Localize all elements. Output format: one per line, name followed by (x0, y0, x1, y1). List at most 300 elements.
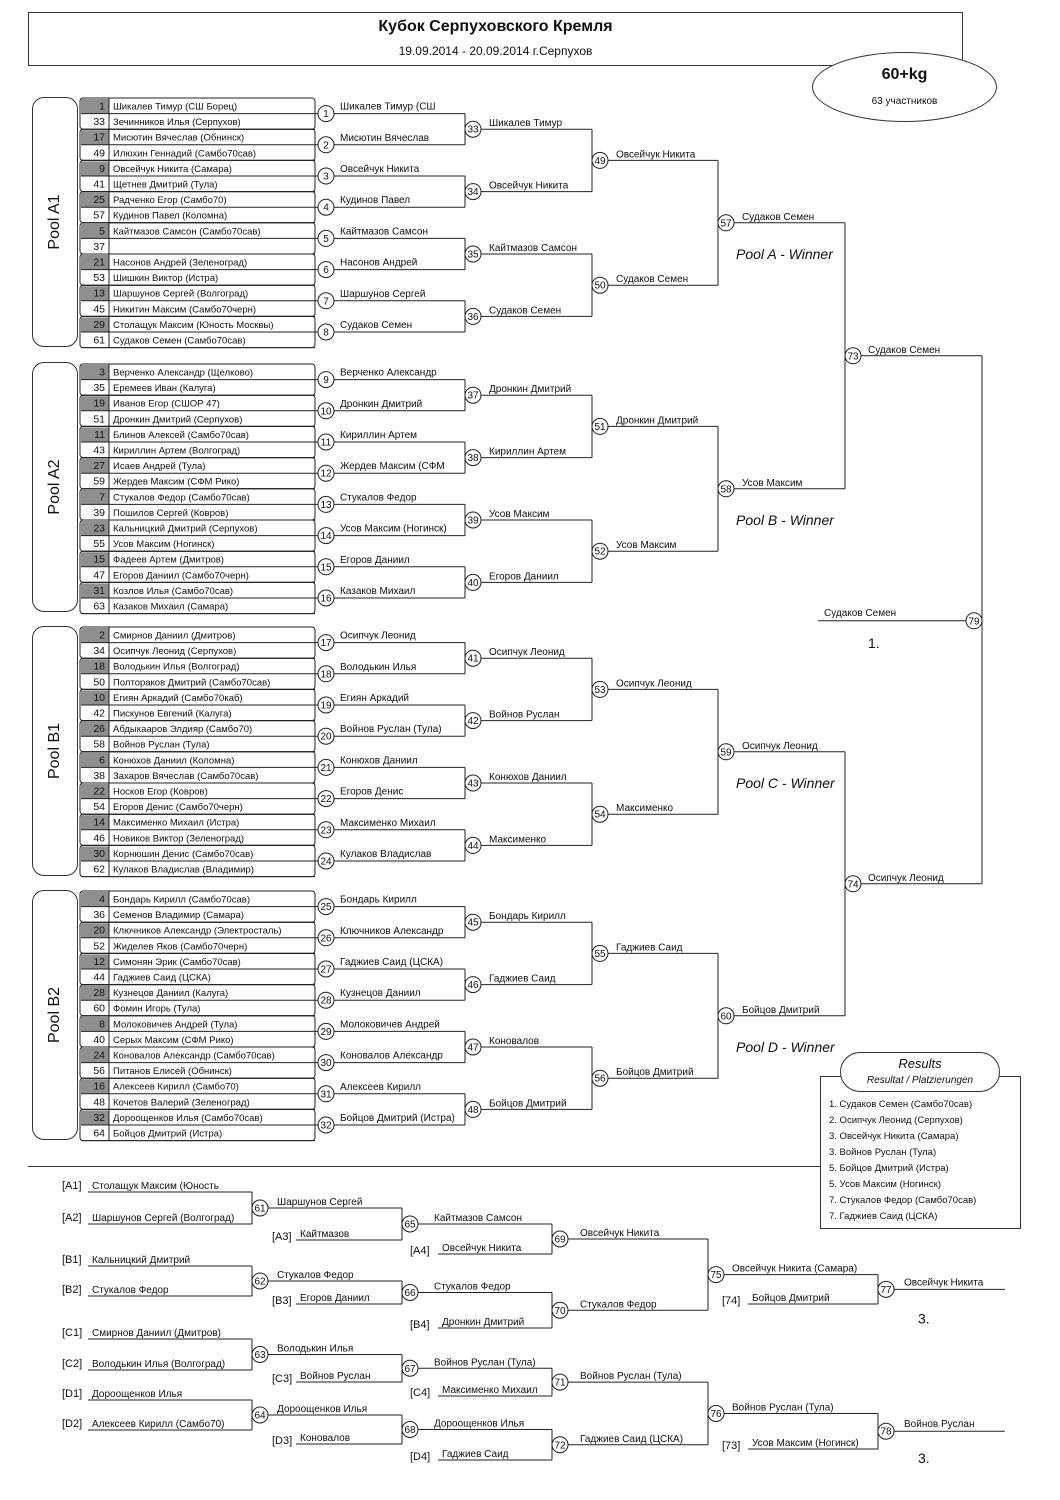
repechage-tag: [D3] (272, 1435, 293, 1447)
result-item: 7. Стукалов Федор (Самбо70сав) (829, 1195, 977, 1206)
entry-name: Дронкин Дмитрий (Серпухов) (113, 414, 243, 426)
bout-winner: Бойцов Дмитрий (616, 1067, 694, 1079)
bout-winner: Осипчук Леонид (616, 678, 692, 690)
pool-winner-label: Pool B - Winner (736, 511, 834, 528)
bout-number: 66 (404, 1288, 416, 1299)
pool-label: Pool B2 (46, 986, 63, 1044)
bout-winner: Володькин Илья (277, 1343, 354, 1355)
bout-number: 74 (847, 879, 859, 891)
entry-seed: 58 (93, 738, 105, 751)
entry-name: Ключников Александр (Электросталь) (113, 925, 282, 937)
entry-seed: 26 (93, 723, 105, 736)
repechage-entry: Шаршунов Сергей (Волгоград) (92, 1213, 235, 1224)
entry-name: Егиян Аркадий (Самбо70каб) (113, 692, 243, 704)
bout-number: 50 (594, 280, 606, 292)
bout-number: 49 (594, 155, 606, 167)
bout-winner: Овсейчук Никита (340, 164, 420, 175)
entry-name: Захаров Вячеслав (Самбо70сав) (113, 770, 259, 782)
bout-winner: Кириллин Артем (340, 430, 418, 441)
bout-number: 31 (320, 1089, 332, 1101)
bout-number: 16 (320, 593, 332, 605)
bout-winner: Судаков Семен (616, 274, 689, 286)
bout-number: 9 (323, 375, 329, 387)
repechage-tag: [C3] (272, 1373, 293, 1385)
entry-name: Гаджиев Саид (ЦСКА) (113, 972, 211, 984)
entry-seed: 16 (93, 1080, 105, 1093)
entry-name: Корнюшин Денис (Самбо70сав) (113, 848, 254, 860)
entry-name: Бондарь Кирилл (Самбо70сав) (113, 894, 250, 906)
repechage-tag: [B4] (410, 1319, 430, 1331)
results-panel (820, 1076, 1021, 1229)
entry-name: Козлов Илья (Самбо70сав) (113, 585, 234, 597)
bout-number: 13 (320, 499, 332, 511)
bout-number: 52 (594, 546, 606, 558)
bout-winner: Дронкин Дмитрий (340, 398, 423, 410)
bout-winner: Кулаков Владислав (340, 849, 432, 860)
bout-number: 57 (720, 218, 732, 230)
entry-seed: 34 (93, 645, 105, 658)
bout-winner: Усов Максим (Ногинск) (340, 523, 447, 535)
bout-number: 18 (320, 669, 332, 681)
entry-name: Зечинников Илья (Серпухов) (113, 117, 241, 129)
entry-name: Кочетов Валерий (Зеленоград) (113, 1097, 250, 1109)
repechage-tag: [B3] (272, 1295, 292, 1307)
entry-seed: 19 (93, 397, 105, 410)
bout-number: 34 (467, 187, 479, 199)
bout-number: 58 (720, 484, 732, 496)
bout-number: 72 (554, 1440, 566, 1452)
bout-number: 23 (320, 825, 332, 837)
bout-winner: Кайтмазов Самсон (434, 1213, 522, 1224)
repechage-tag: [D4] (410, 1451, 431, 1463)
bout-winner: Коновалов Александр (340, 1050, 443, 1062)
pool-winner-label: Pool C - Winner (736, 774, 835, 791)
bout-number: 24 (320, 856, 332, 868)
entry-seed: 48 (93, 1096, 105, 1109)
bout-number: 63 (254, 1350, 266, 1361)
bout-number: 56 (594, 1073, 606, 1085)
entry-name: Коновалов Александр (Самбо70сав) (113, 1050, 275, 1062)
entry-seed: 50 (93, 676, 105, 689)
entry-name: Алексеев Кирилл (Самбо70) (113, 1081, 239, 1093)
entry-name: Стукалов Федор (Самбо70сав) (113, 492, 250, 504)
bout-winner: Егоров Даниил (340, 554, 410, 566)
bout-winner: Судаков Семен (489, 305, 562, 317)
entry-seed: 9 (99, 162, 105, 175)
bout-number: 5 (323, 233, 329, 245)
entry-seed: 64 (93, 1127, 105, 1140)
entry-name: Фадеев Артем (Дмитров) (113, 554, 224, 566)
entry-seed: 46 (93, 832, 105, 845)
entry-seed: 54 (93, 801, 105, 814)
entry-seed: 57 (93, 209, 105, 222)
entry-seed: 6 (99, 754, 105, 767)
repechage-tag: [74] (722, 1295, 741, 1307)
bout-number: 26 (320, 933, 332, 945)
repechage-feed: Егоров Даниил (300, 1293, 370, 1304)
bout-winner: Овсейчук Никита (Самара) (732, 1263, 858, 1275)
entry-seed: 15 (93, 553, 105, 566)
entry-seed: 59 (93, 475, 105, 488)
repechage-feed: Коновалов (300, 1433, 351, 1444)
repechage-entry: Смирнов Даниил (Дмитров) (92, 1328, 221, 1339)
bout-number: 32 (320, 1120, 332, 1132)
entry-seed: 42 (93, 707, 105, 720)
bout-winner: Овсейчук Никита (616, 149, 696, 161)
entry-name: Овсейчук Никита (Самара) (113, 163, 232, 175)
bout-winner: Жердев Максим (СФМ (340, 461, 445, 473)
bout-winner: Кайтмазов Самсон (489, 243, 577, 254)
entry-name: Радченко Егор (Самбо70) (113, 195, 227, 207)
repechage-entry: Алексеев Кирилл (Самбо70) (92, 1419, 225, 1430)
entry-name: Кузнецов Даниил (Калуга) (113, 988, 229, 1000)
bout-winner: Максименко (616, 803, 674, 815)
entry-seed: 7 (99, 491, 105, 504)
entry-seed: 22 (93, 785, 105, 798)
bout-winner: Усов Максим (489, 509, 550, 520)
entry-seed: 41 (93, 178, 105, 191)
bout-number: 62 (254, 1276, 266, 1288)
repechage-feed: Усов Максим (Ногинск) (752, 1438, 859, 1449)
bout-number: 47 (467, 1042, 479, 1054)
bout-number: 60 (720, 1011, 732, 1023)
repechage-tag: [A2] (62, 1212, 82, 1224)
bout-winner: Войнов Руслан (Тула) (434, 1357, 536, 1369)
entry-seed: 11 (94, 428, 105, 441)
entry-seed: 5 (99, 225, 105, 238)
bout-number: 37 (467, 390, 479, 402)
repechage-tag: [C2] (62, 1358, 83, 1370)
bout-number: 46 (467, 980, 479, 992)
bout-winner: Осипчук Леонид (742, 740, 818, 752)
entry-seed: 43 (93, 444, 105, 457)
entry-seed: 23 (93, 522, 105, 535)
entry-seed: 53 (93, 272, 105, 285)
repechage-entry: Кальницкий Дмитрий (92, 1255, 191, 1266)
entry-seed: 63 (93, 600, 105, 613)
entry-seed: 45 (93, 303, 105, 316)
final-winner: Судаков Семен (824, 607, 897, 619)
entry-name: Усов Максим (Ногинск) (113, 539, 215, 551)
bout-winner: Кузнецов Даниил (340, 988, 421, 1000)
bout-number: 8 (323, 327, 329, 339)
bout-winner: Кириллин Артем (489, 446, 567, 458)
bout-number: 33 (467, 124, 479, 136)
entry-seed: 52 (93, 940, 105, 953)
bout-number: 71 (554, 1377, 566, 1389)
bout-winner: Стукалов Федор (580, 1299, 657, 1311)
entry-name: Иванов Егор (СШОР 47) (113, 398, 220, 410)
repechage-tag: [B2] (62, 1284, 82, 1296)
bout-number: 43 (467, 778, 479, 790)
bout-number: 15 (320, 562, 332, 574)
entry-seed: 24 (93, 1049, 105, 1062)
entry-seed: 30 (93, 847, 105, 860)
bout-winner: Бойцов Дмитрий (489, 1098, 567, 1110)
bronze-place: 3. (918, 1310, 930, 1327)
result-item: 3. Овсейчук Никита (Самара) (829, 1131, 959, 1142)
entry-name: Кальницкий Дмитрий (Серпухов) (113, 523, 258, 535)
entry-seed: 18 (93, 660, 105, 673)
entry-seed: 33 (93, 116, 105, 129)
bout-number: 27 (320, 964, 332, 976)
entry-seed: 37 (93, 240, 105, 253)
bout-number: 19 (320, 700, 332, 712)
entry-name: Блинов Алексей (Самбо70сав) (113, 429, 249, 441)
bout-number: 22 (320, 794, 332, 806)
bout-winner: Мисютин Вячеслав (340, 132, 430, 144)
bout-number: 4 (323, 202, 329, 214)
bout-winner: Верченко Александр (340, 367, 437, 379)
entry-name: Серых Максим (СФМ Рико) (113, 1034, 234, 1046)
results-title: Results (898, 1056, 942, 1071)
entry-name: Кулаков Владислав (Владимир) (113, 864, 254, 876)
repechage-entry: Столащук Максим (Юность (92, 1181, 219, 1192)
entry-name: Носков Егор (Ковров) (113, 786, 208, 798)
bout-winner: Войнов Руслан (Тула) (340, 724, 442, 736)
bout-winner: Насонов Андрей (340, 257, 418, 269)
weight-category: 60+kg (881, 66, 928, 83)
entry-name: Казаков Михаил (Самара) (113, 601, 229, 613)
results-subtitle: Resultat / Platzierungen (866, 1075, 974, 1086)
entry-seed: 39 (93, 506, 105, 519)
entry-name: Семенов Владимир (Самара) (113, 910, 244, 922)
bout-winner: Стукалов Федор (434, 1281, 511, 1293)
entry-name: Смирнов Даниил (Дмитров) (113, 630, 236, 642)
entry-name: Войнов Руслан (Тула) (113, 739, 210, 751)
bout-number: 17 (320, 638, 332, 650)
bout-winner: Гаджиев Саид (ЦСКА) (580, 1433, 684, 1445)
bout-number: 45 (467, 917, 479, 929)
bout-winner: Конюхов Даниил (340, 755, 418, 767)
entry-name: Мисютин Вячеслав (Обнинск) (113, 132, 245, 144)
repechage-tag: [B1] (62, 1254, 82, 1266)
bout-winner: Егиян Аркадий (340, 693, 410, 704)
bout-winner: Усов Максим (742, 477, 803, 489)
bout-number: 35 (467, 249, 479, 261)
bout-number: 65 (404, 1219, 416, 1231)
bout-winner: Войнов Руслан (Тула) (580, 1371, 682, 1383)
results-tab (840, 1052, 1000, 1092)
result-item: 5. Усов Максим (Ногинск) (829, 1179, 941, 1190)
bout-number: 21 (320, 762, 332, 774)
bout-winner: Дороощенков Илья (434, 1418, 525, 1430)
entry-seed: 25 (93, 194, 105, 207)
bout-winner: Дороощенков Илья (277, 1404, 368, 1415)
bout-number: 28 (320, 995, 332, 1007)
entry-name: Фомин Игорь (Тула) (113, 1003, 201, 1015)
bout-number: 78 (880, 1426, 892, 1438)
bout-winner: Осипчук Леонид (489, 647, 565, 659)
result-item: 3. Войнов Руслан (Тула) (829, 1147, 937, 1158)
participant-count: 63 участников (871, 96, 938, 107)
entry-seed: 44 (93, 971, 105, 984)
bout-number: 36 (467, 311, 479, 323)
bout-number: 30 (320, 1058, 332, 1070)
entry-seed: 40 (93, 1033, 105, 1046)
entry-seed: 36 (93, 909, 105, 922)
entry-seed: 32 (93, 1111, 105, 1124)
repechage-feed: Гаджиев Саид (442, 1449, 509, 1460)
entry-name: Судаков Семен (Самбо70сав) (113, 335, 246, 347)
entry-name: Илюхин Геннадий (Самбо70сав) (113, 148, 257, 160)
bout-number: 77 (880, 1284, 892, 1296)
pool-label: Pool A2 (46, 459, 63, 515)
bout-winner: Овсейчук Никита (580, 1228, 660, 1239)
entry-seed: 60 (93, 1002, 105, 1015)
entry-seed: 3 (99, 366, 105, 379)
bout-winner: Войнов Руслан (Тула) (732, 1402, 834, 1414)
bout-winner: Осипчук Леонид (340, 630, 416, 642)
entry-name: Кудинов Павел (Коломна) (113, 210, 228, 222)
repechage-feed: Дронкин Дмитрий (442, 1317, 525, 1328)
repechage-tag: [A1] (62, 1180, 82, 1192)
entry-name: Шишкин Виктор (Истра) (113, 273, 219, 285)
bout-number: 40 (467, 577, 479, 589)
bout-number: 55 (594, 948, 606, 960)
bout-number: 38 (467, 453, 479, 465)
bout-number: 70 (554, 1305, 566, 1317)
bout-winner: Бондарь Кирилл (340, 894, 417, 906)
bout-number: 67 (404, 1363, 416, 1375)
bout-winner: Дронкин Дмитрий (489, 384, 572, 396)
bronze-winner: Овсейчук Никита (904, 1277, 984, 1289)
bout-number: 29 (320, 1026, 332, 1038)
bout-winner: Шаршунов Сергей (340, 288, 426, 300)
bout-number: 75 (710, 1270, 722, 1282)
entry-name: Симонян Эрик (Самбо70сав) (113, 956, 241, 968)
bout-winner: Максименко (489, 834, 547, 846)
bout-winner: Шикалев Тимур (489, 118, 563, 130)
entry-seed: 14 (93, 816, 105, 829)
entry-name: Егоров Денис (Самбо70черн) (113, 802, 243, 814)
result-item: 2. Осипчук Леонид (Серпухов) (829, 1115, 963, 1126)
entry-seed: 51 (93, 413, 105, 426)
repechage-entry: Володькин Илья (Волгоград) (92, 1359, 226, 1370)
entry-seed: 13 (93, 287, 105, 300)
bout-number: 39 (467, 515, 479, 527)
bout-winner: Егоров Денис (340, 786, 404, 798)
result-item: 1. Судаков Семен (Самбо70сав) (829, 1099, 973, 1110)
bout-number: 1 (323, 109, 329, 121)
bout-winner: Судаков Семен (868, 344, 941, 356)
entry-name: Максименко Михаил (Истра) (113, 817, 240, 829)
bout-winner: Молоковичев Андрей (340, 1019, 440, 1031)
entry-seed: 4 (99, 893, 105, 906)
entry-name: Володькин Илья (Волгоград) (113, 661, 240, 673)
bout-number: 79 (968, 616, 980, 628)
entry-seed: 38 (93, 769, 105, 782)
pool-winner-label: Pool D - Winner (736, 1038, 835, 1055)
entry-seed: 8 (99, 1018, 105, 1031)
event-title: Кубок Серпуховского Кремля (378, 18, 613, 35)
bout-number: 42 (467, 716, 479, 728)
bout-winner: Бойцов Дмитрий (742, 1004, 820, 1016)
entry-seed: 35 (93, 382, 105, 395)
bout-winner: Судаков Семен (340, 320, 413, 331)
repechage-tag: [C4] (410, 1387, 431, 1399)
bout-winner: Войнов Руслан (489, 709, 560, 721)
bout-number: 64 (254, 1410, 266, 1422)
entry-name: Жиделев Яков (Самбо70черн) (113, 941, 248, 953)
bout-winner: Конюхов Даниил (489, 772, 567, 783)
final-place: 1. (868, 634, 880, 651)
entry-name: Щетнев Дмитрий (Тула) (113, 179, 218, 191)
entry-name: Кайтмазов Самсон (Самбо70сав) (113, 226, 261, 238)
entry-name: Исаев Андрей (Тула) (113, 461, 206, 473)
entry-name: Полтораков Дмитрий (Самбо70сав) (113, 677, 271, 689)
bout-winner: Осипчук Леонид (868, 872, 944, 884)
repechage-entry: Стукалов Федор (92, 1285, 169, 1296)
bout-winner: Гаджиев Саид (ЦСКА) (340, 957, 444, 968)
repechage-tag: [A4] (410, 1245, 430, 1257)
repechage-tag: [A3] (272, 1231, 292, 1243)
bout-winner: Бойцов Дмитрий (Истра) (340, 1113, 455, 1124)
bout-winner: Володькин Илья (340, 661, 417, 673)
entry-name: Верченко Александр (Щелково) (113, 367, 254, 379)
bout-number: 11 (320, 437, 332, 449)
bout-number: 53 (594, 684, 606, 696)
bout-winner: Дронкин Дмитрий (616, 415, 699, 427)
repechage-feed: Войнов Руслан (300, 1371, 371, 1382)
bout-winner: Стукалов Федор (340, 492, 417, 504)
bout-winner: Усов Максим (616, 540, 677, 552)
entry-seed: 2 (99, 629, 105, 642)
bout-winner: Кайтмазов Самсон (340, 226, 428, 238)
bout-winner: Гаджиев Саид (489, 973, 556, 985)
entry-name: Молоковичев Андрей (Тула) (113, 1019, 238, 1031)
entry-name: Еремеев Иван (Калуга) (113, 383, 216, 395)
entry-seed: 21 (93, 256, 105, 269)
entry-name: Пошилов Сергей (Ковров) (113, 507, 229, 519)
entry-name: Абдыкааров Элдияр (Самбо70) (113, 724, 253, 736)
result-item: 7. Гаджиев Саид (ЦСКА) (829, 1211, 938, 1222)
bout-winner: Овсейчук Никита (489, 180, 569, 192)
bout-number: 3 (323, 171, 329, 183)
repechage-feed: Кайтмазов (300, 1229, 350, 1240)
entry-seed: 20 (93, 924, 105, 937)
pool-label: Pool B1 (46, 722, 63, 780)
bout-number: 6 (323, 265, 329, 277)
bout-number: 20 (320, 731, 332, 743)
bronze-place: 3. (918, 1450, 930, 1467)
bout-number: 12 (320, 468, 332, 480)
bout-winner: Казаков Михаил (340, 586, 416, 597)
result-item: 5. Бойцов Дмитрий (Истра) (829, 1163, 949, 1174)
entry-seed: 49 (93, 147, 105, 160)
entry-seed: 17 (93, 131, 105, 144)
pool-winner-label: Pool A - Winner (736, 245, 833, 262)
bout-number: 48 (467, 1104, 479, 1116)
entry-name: Шикалев Тимур (СШ Борец) (113, 101, 238, 113)
entry-seed: 12 (93, 955, 105, 968)
repechage-tag: [73] (722, 1440, 741, 1452)
repechage-tag: [D2] (62, 1418, 83, 1430)
entry-seed: 29 (93, 318, 105, 331)
entry-seed: 56 (93, 1065, 105, 1078)
bout-winner: Стукалов Федор (277, 1270, 354, 1281)
bout-winner: Ключников Александр (340, 925, 444, 937)
bout-number: 51 (594, 421, 606, 433)
entry-name: Новиков Виктор (Зеленоград) (113, 833, 245, 845)
entry-name: Егоров Даниил (Самбо70черн) (113, 570, 249, 582)
bronze-winner: Войнов Руслан (904, 1419, 975, 1431)
entry-seed: 28 (93, 987, 105, 1000)
bout-number: 7 (323, 296, 329, 308)
bout-number: 54 (594, 809, 606, 821)
bout-winner: Шикалев Тимур (СШ (340, 101, 436, 113)
repechage-feed: Бойцов Дмитрий (752, 1293, 830, 1304)
